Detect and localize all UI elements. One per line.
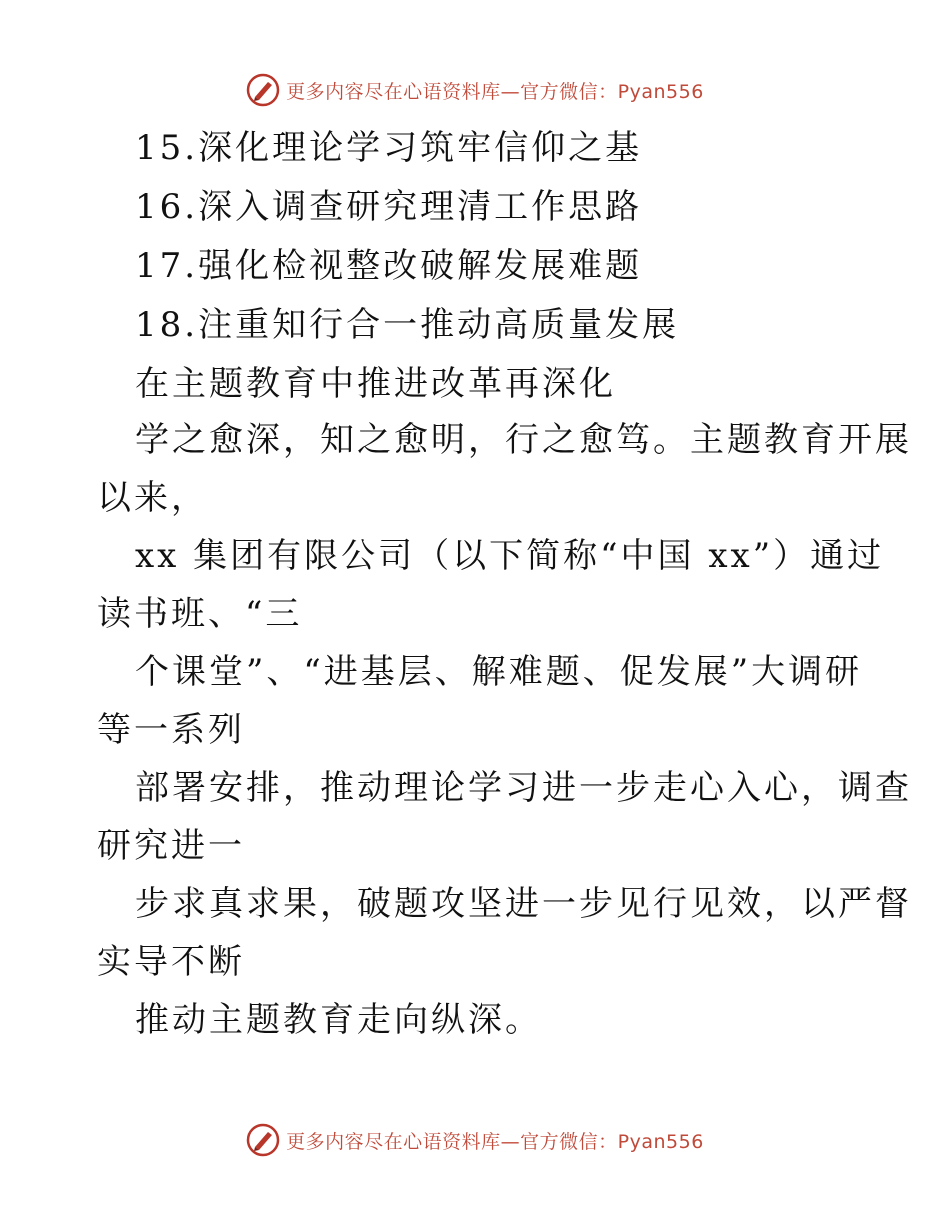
pen-logo-icon xyxy=(246,1123,280,1157)
paragraph-line: 等一系列 xyxy=(97,710,245,750)
section-heading: 在主题教育中推进改革再深化 xyxy=(135,364,616,404)
pen-logo-icon xyxy=(246,73,280,107)
paragraph-line: 推动主题教育走向纵深。 xyxy=(135,1000,542,1040)
paragraph-line: xx 集团有限公司（以下简称“中国 xx”）通过 xyxy=(135,536,885,576)
header-banner xyxy=(0,70,950,110)
list-item: 16.深入调查研究理清工作思路 xyxy=(135,187,643,227)
paragraph-line: 个课堂”、“进基层、解难题、促发展”大调研 xyxy=(135,652,863,692)
banner-text: 更多内容尽在心语资料库—官方微信：Pyan556 xyxy=(286,80,704,103)
footer-banner xyxy=(0,1120,950,1160)
list-item: 15.深化理论学习筑牢信仰之基 xyxy=(135,128,643,168)
paragraph-line: 以来， xyxy=(97,478,208,518)
paragraph-line: 实导不断 xyxy=(97,942,245,982)
paragraph-line: 读书班、“三 xyxy=(97,594,303,634)
list-item: 18.注重知行合一推动高质量发展 xyxy=(135,305,680,345)
banner-text: 更多内容尽在心语资料库—官方微信：Pyan556 xyxy=(286,1130,704,1153)
paragraph-line: 步求真求果，破题攻坚进一步见行见效，以严督 xyxy=(135,884,912,924)
paragraph-line: 研究进一 xyxy=(97,826,245,866)
paragraph-line: 学之愈深，知之愈明，行之愈笃。主题教育开展 xyxy=(135,420,912,460)
paragraph-line: 部署安排，推动理论学习进一步走心入心，调查 xyxy=(135,768,912,808)
list-item: 17.强化检视整改破解发展难题 xyxy=(135,246,643,286)
